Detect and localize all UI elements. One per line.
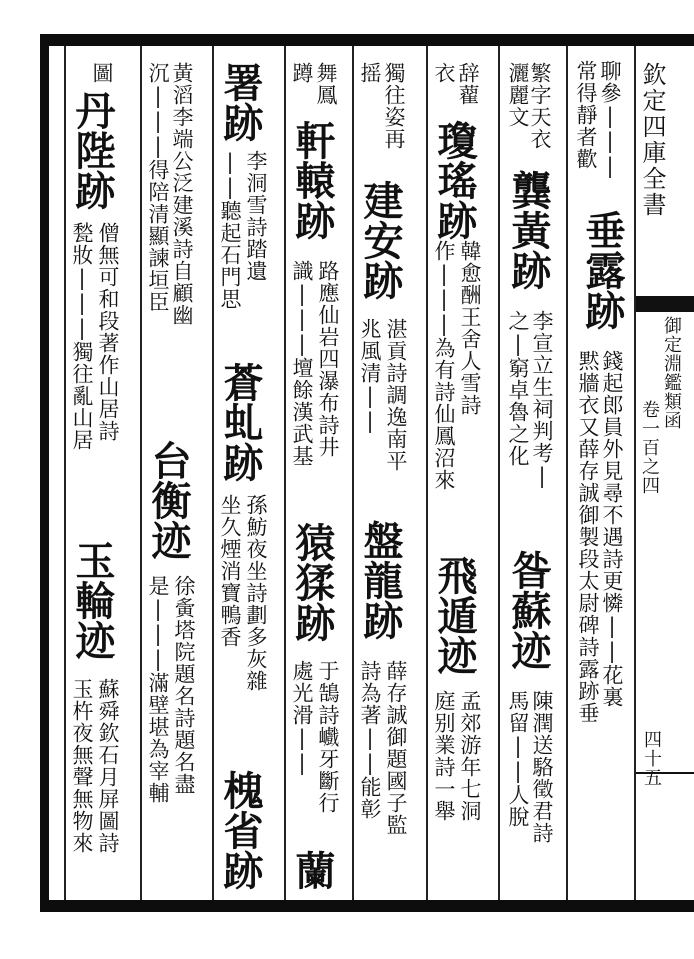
column-rule	[140, 46, 142, 900]
annotation-line: 黙牆衣又薛存誠御製段太尉碑詩露跡垂	[576, 350, 600, 724]
annotation-line: 甃妝|||獨往亂山居	[70, 222, 94, 451]
annotation-line: 于鵠詩巇牙斷行	[316, 660, 340, 814]
annotation-line: 識|||壇餘漢武基	[290, 260, 314, 467]
entry-heading: 猿猱跡	[289, 522, 336, 642]
entry-heading: 蘭	[289, 850, 336, 890]
annotation-line: 處光滑||	[290, 660, 314, 776]
annotation-line: 詩為著||能彰	[358, 660, 382, 820]
annotation-line: 沉|||得陪清顯諫垣臣	[146, 62, 170, 313]
page-number: 四十五	[641, 730, 662, 787]
annotation-line: 黃滔李端公泛建溪詩自顧幽	[170, 62, 194, 326]
annotation-line: 作|||為有詩仙鳳沼來	[432, 240, 456, 491]
annotation-line: 玉杵夜無聲無物來	[70, 678, 94, 854]
annotation-line: 庭别業詩一舉	[432, 690, 456, 822]
entry-heading: 盤龍跡	[357, 520, 404, 640]
annotation-line: 常得靜者歡	[574, 60, 598, 170]
annotation-line: 馬留||人脫	[506, 690, 530, 828]
annotation-line: 兆風清||	[358, 318, 382, 434]
annotation-line: 繁字天衣	[528, 62, 552, 150]
annotation-line: 獨往姿再	[382, 62, 406, 150]
frame-top-border	[44, 34, 694, 46]
section-title: 御定淵鑑類函	[661, 316, 682, 430]
entry-heading: 垂露跡	[579, 210, 626, 330]
book-title: 欽定四庫全書	[638, 62, 666, 218]
entry-heading: 玉輪迹	[69, 540, 116, 660]
entry-heading: 飛遁迹	[431, 555, 478, 675]
annotation-line: 坐久煙消寶鴨香	[218, 494, 242, 648]
entry-heading: 軒轅跡	[289, 120, 336, 240]
entry-heading: 建安跡	[357, 180, 404, 300]
annotation-line: 聊參|||	[598, 60, 622, 179]
annotation-line: 陳潤送駱徵君詩	[530, 690, 554, 844]
annotation-line: 摇	[358, 62, 382, 84]
annotation-line: 之|窮卓魯之化	[506, 310, 530, 467]
annotation-line: 錢起郎員外見尋不遇詩更憐||花裏	[600, 350, 624, 708]
annotation-line: 衣	[432, 62, 456, 84]
annotation-line: 舞鳳	[314, 62, 338, 106]
entry-heading: 槐省跡	[217, 770, 264, 890]
column-rule	[634, 46, 636, 900]
entry-heading: 龔黃跡	[505, 170, 552, 290]
annotation-line: 圖	[90, 62, 114, 84]
annotation-line: 孫魴夜坐詩劃多灰雜	[244, 494, 268, 692]
annotation-line: 僧無可和段著作山居詩	[96, 222, 120, 442]
annotation-line: 是|||滿壁堪為宰輔	[146, 575, 170, 804]
entry-heading: 瓊瑤跡	[431, 120, 478, 240]
entry-heading: 昝蘇迹	[505, 550, 552, 670]
column-rule	[426, 46, 428, 900]
annotation-line: 辞藋	[456, 62, 480, 106]
column-rule	[212, 46, 214, 900]
annotation-line: 孟郊游年七洞	[458, 690, 482, 822]
annotation-line: 李洞雪詩踏遺	[244, 150, 268, 282]
annotation-line: 灑麗文	[506, 62, 530, 128]
annotation-line: ||聽起石門思	[218, 150, 242, 310]
annotation-line: 蹲	[290, 62, 314, 84]
annotation-line: 韓愈酬王舍人雪詩	[458, 240, 482, 416]
annotation-line: 薛存誠御題國子監	[384, 660, 408, 836]
annotation-line: 李宣立生祠判考|	[530, 310, 554, 489]
column-rule	[352, 46, 354, 900]
frame-bottom-border	[44, 900, 694, 912]
frame-left-border	[40, 34, 49, 912]
entry-heading: 署跡	[217, 62, 264, 142]
annotation-line: 路應仙岩四瀑布詩井	[316, 260, 340, 458]
entry-heading: 台衡迹	[145, 440, 192, 560]
column-rule	[498, 46, 500, 900]
annotation-line: 湛貢詩調逸南平	[384, 318, 408, 472]
volume-label: 卷一百之四	[639, 400, 660, 495]
fishtail-mark	[634, 296, 694, 312]
annotation-line: 蘇舜欽石月屏圖詩	[96, 678, 120, 854]
column-rule	[566, 46, 568, 900]
entry-heading: 丹陛跡	[69, 90, 116, 210]
column-rule	[284, 46, 286, 900]
column-rule	[64, 46, 66, 900]
entry-heading: 蒼虬跡	[217, 362, 264, 482]
annotation-line: 徐夤塔院題名詩題名盡	[172, 575, 196, 795]
